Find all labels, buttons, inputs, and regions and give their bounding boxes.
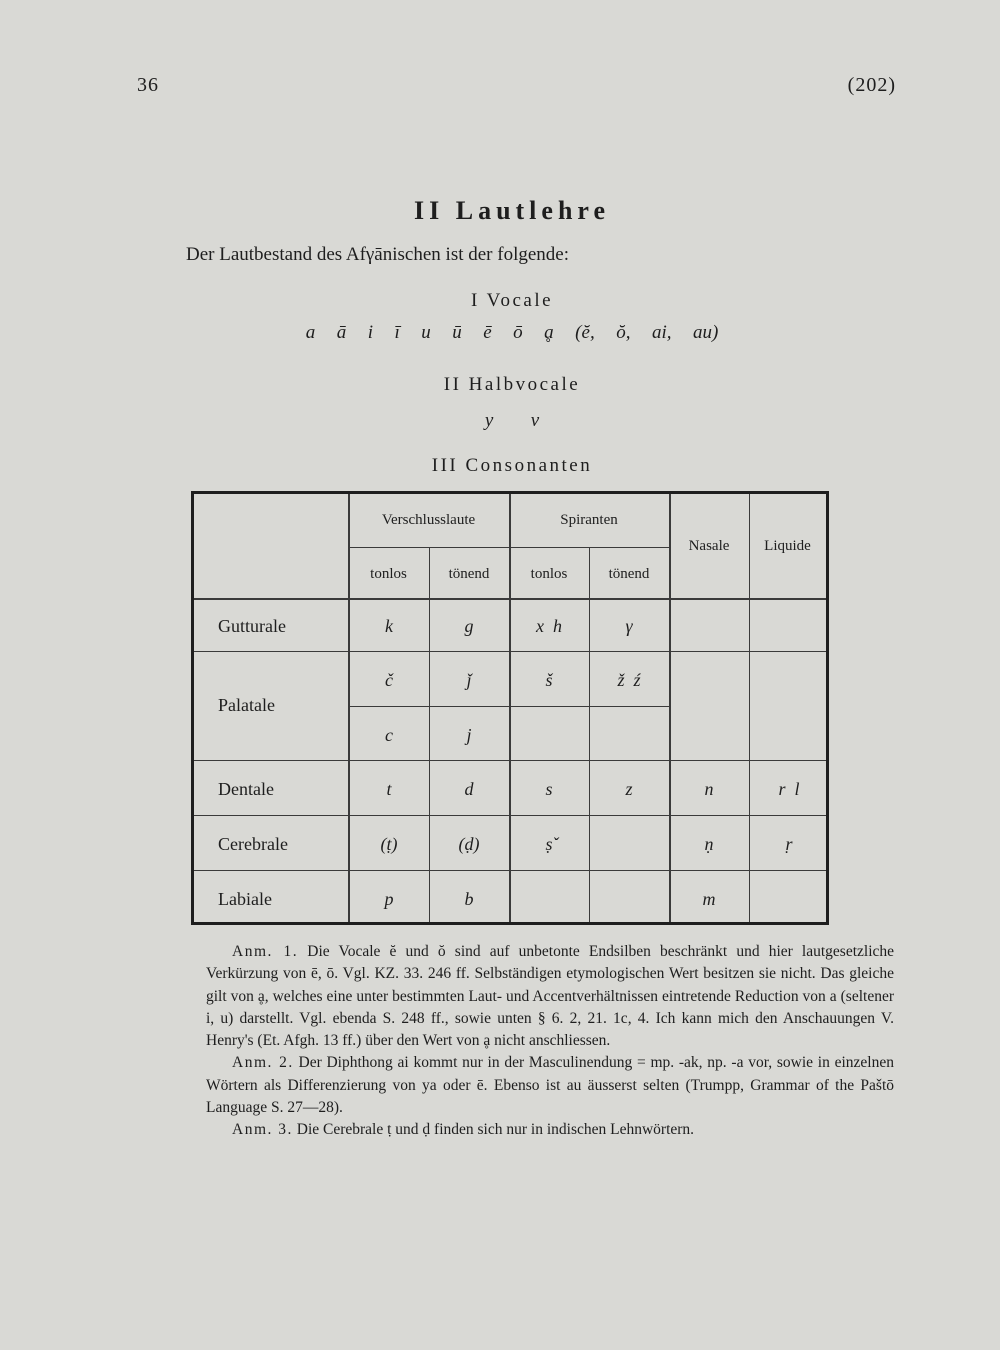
header-tonlos-spiranten: tonlos xyxy=(530,566,568,582)
vocale-heading: I Vocale xyxy=(470,290,554,311)
note-2-text: Der Diphthong ai kommt nur in der Masculinendung = mp. -ak, np. -a vor, sowie in einzelnen Wörtern als Differenzierung von ya oder ē. Ebenso ist au äusserst selten (Trumpp, Grammar of the Paštō Language S. 27—28). xyxy=(206,1054,894,1117)
page-number: 36 xyxy=(137,74,159,96)
header-tonlos-verschluss: tonlos xyxy=(370,566,407,582)
table-rule xyxy=(669,494,671,922)
cell-gutturale-v-tonlos: k xyxy=(385,616,393,636)
cell-dentale-s-tonlos: s xyxy=(545,779,553,799)
cell-cerebrale-v-tonlos: (ṭ) xyxy=(380,834,398,854)
note-1 xyxy=(206,941,894,1052)
cell-gutturale-s-tonlos: x h xyxy=(536,616,562,636)
table-rule xyxy=(348,494,350,922)
note-2 xyxy=(206,1052,894,1119)
cell-dentale-liquide: r l xyxy=(778,779,800,799)
cell-dentale-v-tonlos: t xyxy=(386,779,392,799)
table-rule xyxy=(194,760,826,761)
header-spiranten: Spiranten xyxy=(560,512,618,528)
chapter-title: II Lautlehre xyxy=(413,196,611,225)
cell-labiale-nasale: m xyxy=(702,889,716,909)
table-rule xyxy=(589,548,590,922)
row-label-palatale: Palatale xyxy=(218,695,275,715)
cell-cerebrale-s-tonlos: ṣ̌ xyxy=(545,834,553,854)
header-verschlusslaute: Verschlusslaute xyxy=(381,512,476,528)
note-1-label: Anm. 1. xyxy=(232,943,299,960)
cell-dentale-v-toenend: d xyxy=(464,779,474,799)
cell-palatale-s-toenend: ž ź xyxy=(617,670,641,690)
note-1-text: Die Vocale ĕ und ŏ sind auf unbetonte Endsilben beschränkt und hier lautgesetzliche Verkürzung von ē, ō. Vgl. KZ. 33. 246 ff. Selbständigen etymologischen Wert besitzen sie nicht. Das gleiche gilt von ḁ, welches eine unter bestimmten Laut- und Accentverhältnissen eintretende Reduction von a (seltener i, u) darstellt. Vgl. ebenda S. 248 ff., sowie unten § 6. 2, 21. 1c, 4. Ich kann mich den Anschauungen V. Henry's (Et. Afgh. 13 ff.) über den Wert von ḁ nicht anschliessen. xyxy=(206,943,895,1050)
cell-palatale-v-tonlos-2: c xyxy=(385,725,393,745)
vocale-list: a ā i ī u ū ē ō ḁ (ĕ, ŏ, ai, au) xyxy=(305,322,719,343)
intro-sentence: Der Lautbestand des Afγānischen ist der folgende: xyxy=(186,244,569,265)
table-rule xyxy=(348,706,670,707)
header-toenend-verschluss: tönend xyxy=(448,566,490,582)
consonanten-heading: III Consonanten xyxy=(431,455,593,476)
note-3-text: Die Cerebrale ṭ und ḍ finden sich nur in indischen Lehnwörtern. xyxy=(296,1121,695,1139)
row-label-cerebrale: Cerebrale xyxy=(218,834,288,854)
header-nasale: Nasale xyxy=(688,538,730,554)
table-rule xyxy=(194,598,826,600)
cell-cerebrale-nasale: ṇ xyxy=(704,834,714,854)
row-label-labiale: Labiale xyxy=(218,889,272,909)
row-label-dentale: Dentale xyxy=(218,779,274,799)
table-rule xyxy=(348,547,670,548)
halbvocale-list: y v xyxy=(484,410,540,431)
row-label-gutturale: Gutturale xyxy=(218,616,286,636)
note-2-label: Anm. 2. xyxy=(232,1054,294,1072)
annotations xyxy=(206,941,894,1142)
cell-palatale-v-tonlos-1: č xyxy=(385,670,393,690)
consonant-table xyxy=(191,491,829,925)
cell-dentale-s-toenend: z xyxy=(625,779,633,799)
cell-gutturale-v-toenend: g xyxy=(464,616,474,636)
cell-palatale-s-tonlos: š xyxy=(545,670,553,690)
cell-labiale-v-toenend: b xyxy=(464,889,474,909)
table-rule xyxy=(194,651,826,652)
cell-palatale-v-toenend-2: j xyxy=(466,725,472,745)
cell-palatale-v-toenend-1: ǰ xyxy=(466,670,472,690)
header-toenend-spiranten: tönend xyxy=(608,566,650,582)
note-3-label: Anm. 3. xyxy=(232,1121,293,1139)
page-reference: (202) xyxy=(847,74,896,96)
table-rule xyxy=(749,494,750,922)
cell-dentale-nasale: n xyxy=(704,779,714,799)
table-rule xyxy=(194,815,826,816)
cell-gutturale-s-toenend: γ xyxy=(625,616,633,636)
header-liquide: Liquide xyxy=(764,538,811,554)
note-3 xyxy=(206,1119,894,1141)
table-rule xyxy=(509,494,511,922)
cell-labiale-v-tonlos: p xyxy=(384,889,394,909)
table-rule xyxy=(194,870,826,871)
halbvocale-heading: II Halbvocale xyxy=(443,374,581,395)
cell-cerebrale-liquide: ṛ xyxy=(785,834,793,854)
cell-cerebrale-v-toenend: (ḍ) xyxy=(458,834,480,854)
